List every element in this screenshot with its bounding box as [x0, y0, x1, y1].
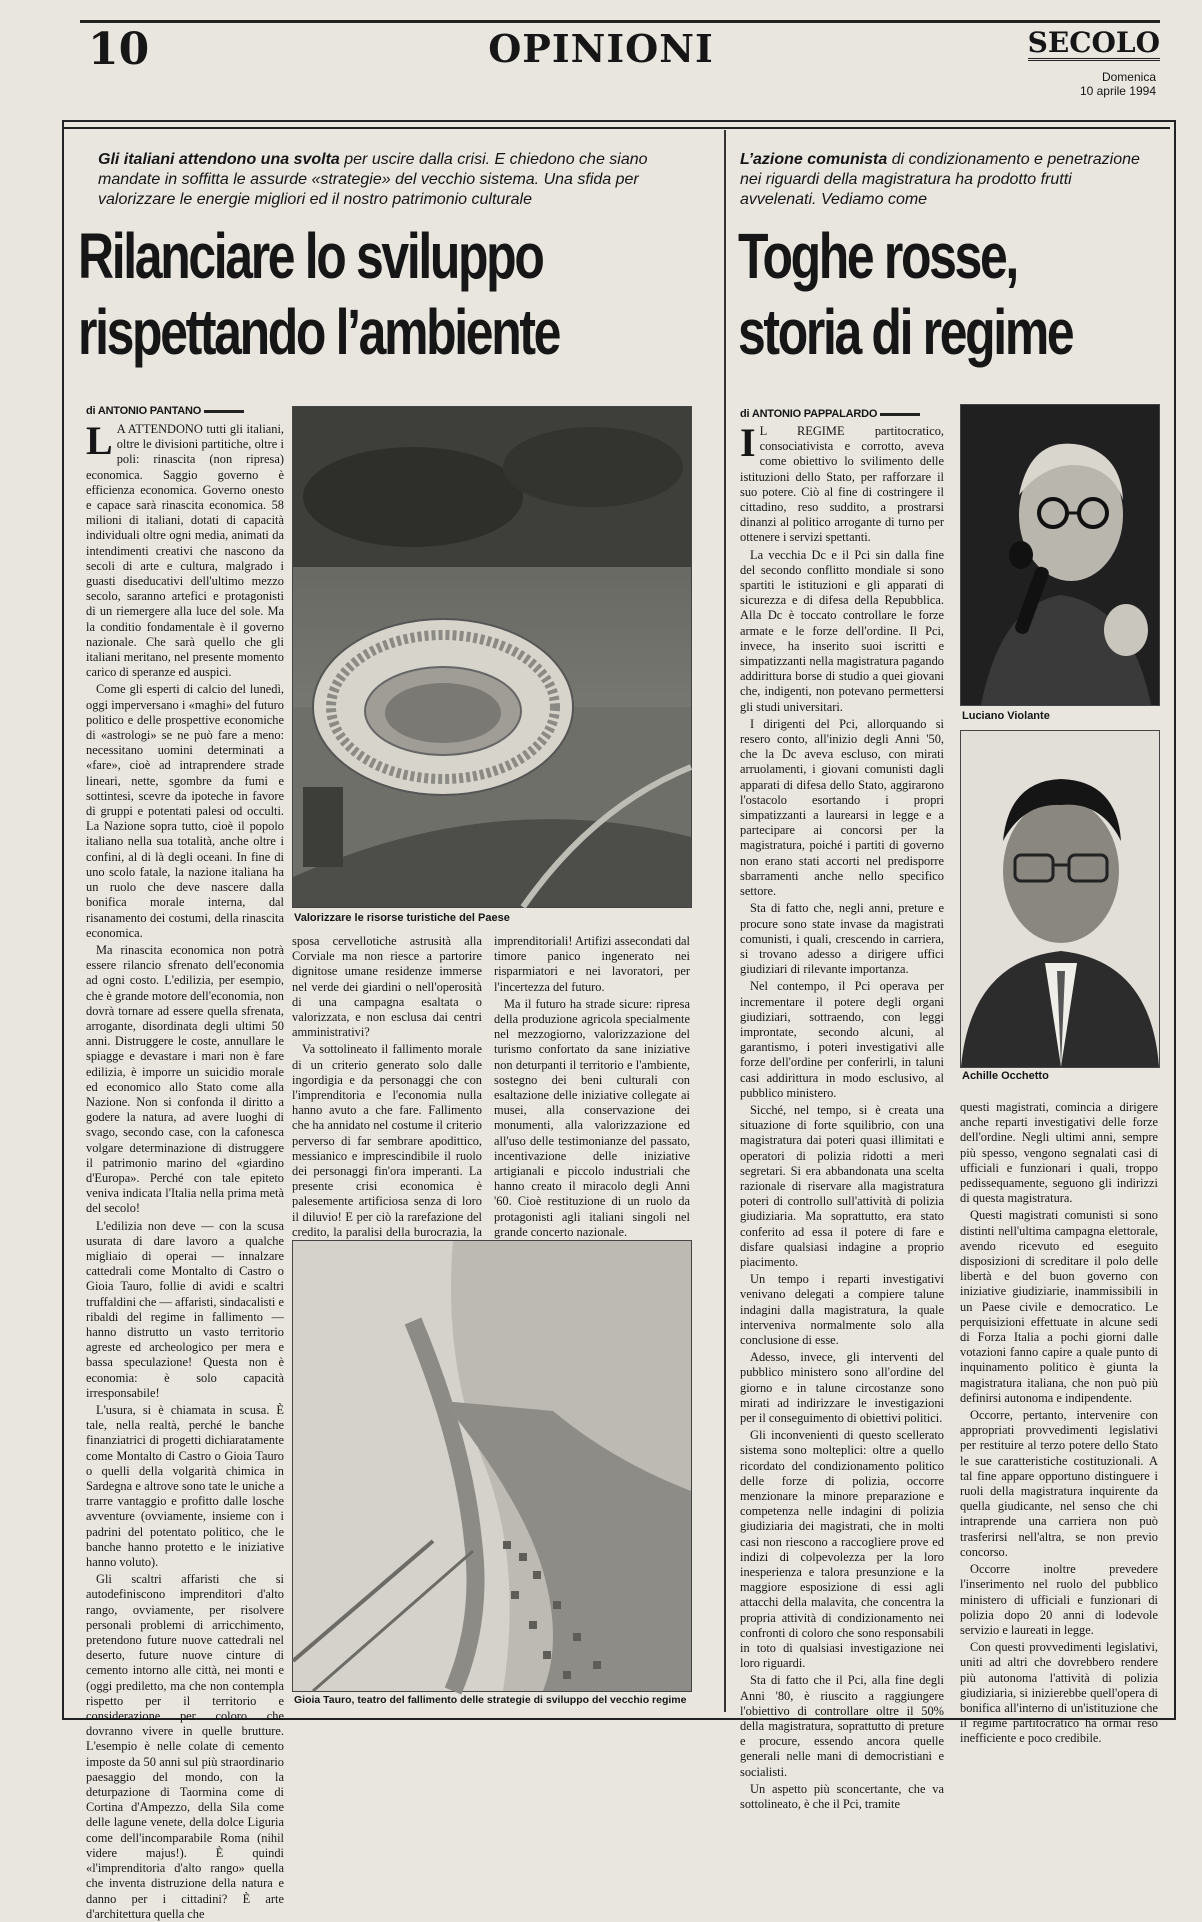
left-col3-para: Ma il futuro ha strade sicure: ripresa della produzione agricola specialmente nel mezzogiorno, valorizzazione del turismo confortato da sane iniziative non deturpanti il territorio e l'ambiente, sostegno dei beni culturali con esaltazione delle iniziative collegate ai musei, alla conservazione dei monumenti, alla valorizzazione ed all'uso delle testimonianze del passato, incentivazione delle iniziative artigianali e piccolo industriali che hanno creato il miracolo degli Anni '60. Cioè restituzione di un ruolo da protagonisti agli italiani singoli nel grande concerto nazionale.	[494, 996, 690, 1239]
right-col2-para: Con questi provvedimenti legislativi, uniti ad altri che dovrebbero rendere più autonoma l'attività di polizia giudiziaria, si inizierebbe quell'opera di bonifica all'interno di un'istituzione che il regime partitocratico ha ormai reso inefficiente e poco credibile.	[960, 1640, 1158, 1746]
dateline-date: 10 aprile 1994	[1079, 84, 1156, 98]
left-col1-para: L'usura, si è chiamata in scusa. È tale, nella realtà, perché le banche finanziatrici di progetti dichiaratamente come Montalto di Castro o Gioia Tauro o quelli della volgarità chimica in Sardegna e altrove sono tate le uniche a trarre vantaggio e profitto dalle losche avventure (ovviamente, insieme con i padrini del potentato politico, che le banche hanno protetto e le iniziative hanno voluto).	[86, 1403, 284, 1570]
left-col2-para: Va sottolineato il fallimento morale di un criterio generato solo dalle ingordigia e da personaggi che con l'imprenditoria e l'economia nulla hanno avuto a che fare. Fallimento che ha annidato nel costume il criterio perverso di far sembrare apodittico, messianico e imprescindibile il ruolo dei personaggi fin'ora imperanti. La presente crisi economica è palesemente artificiosa senza di loro il diluvio! E per ciò la rarefazione del credito, la paralisi della burocrazia, la	[292, 1042, 482, 1239]
right-col1-para: Gli inconvenienti di questo scellerato sistema sono molteplici: oltre a quello ricordato del condizionamento politico delle forze di polizia, occorre menzionare la minore preparazione e competenza nelle indagini di polizia giudiziaria dei magistrati, che in molti casi non riescono a raccogliere prove ed indizi di colpevolezza per la loro inesperienza e talora presunzione e la maggiore esposizione di essi agli attacchi della malavita, che concentra la propria attività di condizionamento nei confronti di coloro che sono responsabili in toto di qualsiasi investigazione nei loro riguardi.	[740, 1428, 944, 1671]
occhetto-caption: Achille Occhetto	[962, 1070, 1049, 1082]
right-col1-para: L REGIME partitocratico, consociativista e corrotto, aveva come obiettivo lo svilimento delle istituzioni dello Stato, per rafforzare il suo potere. Ciò al fine di costringere il cittadino, reso suddito, a prostrarsi dinanzi al politico arrogante di turno per ottenere i servizi spettanti.	[740, 424, 944, 545]
right-col1-para: Sicché, nel tempo, si è creata una situazione di forte squilibrio, con una magistratura dai poteri quasi illimitati e operatori di polizia ridotti a meri segretari. Si era abbandonata una scelta razionale di riservare alla magistratura poteri di controllo sull'attività di polizia giudiziaria. Ma soprattutto, era stato conferito ad essa il potere di fare e disfare qualsiasi indagine a proprio piacimento.	[740, 1102, 944, 1269]
occhetto-photo	[960, 730, 1160, 1068]
right-col2-para: questi magistrati, comincia a dirigere anche reparti investigativi delle forze dell'ordine. Negli ultimi anni, sempre più spesso, vengono segnalati casi di ufficiali e funzionari i quali, troppo pedissequamente, seguono gli indirizzi di questa magistratura.	[960, 1100, 1158, 1206]
right-col2-para: Questi magistrati comunisti si sono distinti nell'ultima campagna elettorale, avendo ricevuto ed eseguito disposizioni di screditare il polo delle libertà e del buon governo con iniziative giudiziarie, inammissibili in un Paese civile e democratico. Le perquisizioni effettuate in alcune sedi di Forza Italia a pochi giorni dalle votazioni fanno capire a quale punto di inquinamento politico è giunta la magistratura italiana, che non può più definirsi autonoma e indipendente.	[960, 1208, 1158, 1405]
dateline	[1080, 70, 1156, 98]
right-col1-para: Un aspetto più sconcertante, che va sottolineato, è che il Pci, tramite	[740, 1781, 944, 1812]
right-headline-line2: storia di regime	[738, 296, 1073, 368]
frame-top-rule	[64, 127, 1170, 129]
left-col3-para: imprenditoriali! Artifizi assecondati dal timore panico ingenerato nei risparmiatori e nei lavoratori, per l'incertezza del futuro.	[494, 934, 690, 994]
left-headline-line2: rispettando l’ambiente	[78, 296, 560, 368]
left-byline: di ANTONIO PANTANO	[86, 405, 244, 417]
portrait-occhetto-image	[961, 731, 1159, 1067]
portrait-violante-image	[961, 405, 1159, 705]
left-kicker-bold: Gli italiani attendono una svolta	[98, 151, 340, 168]
right-kicker-text: di condizionamento e penetrazione nei riguardi della magistratura ha prodotto frutti avvelenati. Vediamo come	[740, 151, 1140, 208]
section-title: OPINIONI	[488, 26, 714, 71]
right-kicker	[740, 150, 1140, 210]
right-column-1	[740, 420, 944, 1812]
left-column-2	[292, 934, 482, 1239]
right-byline: di ANTONIO PAPPALARDO	[740, 408, 920, 420]
left-kicker-text: per uscire dalla crisi. E chiedono che siano mandate in soffitta le assurde «strategie» del vecchio sistema. Una sfida per valorizzare le energie migliori ed il nostro patrimonio culturale	[98, 151, 648, 208]
right-kicker-bold: L’azione comunista	[740, 151, 888, 168]
right-col2-para: Occorre inoltre prevedere l'inserimento nel ruolo del pubblico ministero di ufficiali e funzionari di polizia dopo 20 anni di lodevole servizio e laureati in legge.	[960, 1562, 1158, 1637]
violante-photo	[960, 404, 1160, 706]
gioia-tauro-caption: Gioia Tauro, teatro del fallimento delle strategie di sviluppo del vecchio regime	[294, 1694, 687, 1706]
colosseum-photo	[292, 406, 692, 908]
right-col1-para: Un tempo i reparti investigativi venivano delegati a compiere talune indagini dalla magistratura, la quale interveniva normalmente solo alla conclusione di esse.	[740, 1272, 944, 1347]
gioia-tauro-photo	[292, 1240, 692, 1692]
left-col1-para: Gli scaltri affaristi che si autodefiniscono imprenditori d'alto rango, ovviamente, per risolvere personali problemi di arricchimento, pretendono future nuove cattedrali nel deserto, future nuove cinture di cemento intorno alle città, nei monti e (oggi prediletto, ma che non contempla rispetto per il territorio e considerazione per coloro che dovranno vivere in quelle brutture. L'esempio è nelle colate di cemento imposte da 50 anni sul più straordinario paesaggio del mondo, con la deturpazione di Taormina come di Cortina d'Ampezzo, della Sila come delle lagune venete, della dolce Liguria come dell'incomparabile Roma (nihil videre majus!). È quindi «l'imprenditoria d'alto rango» quella che inventa distruzione della natura e danno per i cittadini? È arte d'architettura quella che	[86, 1572, 284, 1921]
colosseum-aerial-image	[293, 407, 691, 907]
left-column-1	[86, 418, 284, 1921]
right-col1-para: I dirigenti del Pci, allorquando si resero conto, all'inizio degli Anni '50, che la Dc aveva escluso, con mirati arruolamenti, i giovani comunisti dagli apparati di difesa dello Stato, aggirarono l'ostacolo esortando i propri simpatizzanti a laurearsi in legge e a partecipare ai concorsi per la magistratura, poiché i partiti di governo non erano stati accorti nel predisporre sbarramenti anche nello specifico settore.	[740, 716, 944, 899]
colosseum-caption: Valorizzare le risorse turistiche del Paese	[294, 912, 510, 924]
dateline-day: Domenica	[1101, 70, 1156, 84]
header-rule	[80, 20, 1160, 23]
page-number: 10	[88, 24, 150, 75]
right-col1-para: Sta di fatto che il Pci, alla fine degli Anni '80, è riuscito a raggiungere l'obiettivo di controllare oltre il 50% della magistratura, soprattutto di preture e procure, essendo ancora quelle generali nelle mani di democristiani e socialisti.	[740, 1673, 944, 1779]
right-column-2	[960, 1100, 1158, 1746]
left-dropcap: L	[86, 418, 113, 463]
right-col1-para: Sta di fatto che, negli anni, preture e procure sono state invase da magistrati comunisti, i quali, crescendo in carriera, si trovano adesso a dirigere uffici giudiziari di rilevante importanza.	[740, 901, 944, 977]
left-col2-para: sposa cervellotiche astrusità alla Corviale ma non riesce a partorire dignitose umane residenze immerse nel verde dei giardini o nell'operosità di una campagna esaltata o valorizzata, e non esclusa dai centri amministrativi?	[292, 934, 482, 1040]
left-kicker	[98, 150, 698, 210]
left-headline-line1: Rilanciare lo sviluppo	[78, 220, 543, 292]
left-col1-para: A ATTENDONO tutti gli italiani, oltre le divisioni partitiche, oltre i poli: rinascita (non ripresa) economica. Saggio governo è efficienza economica. Governo onesto e capace sarà rinascita economica. 58 milioni di italiani, dotati di capacità individuali oltre ogni media, animati da intendimenti creativi che nascono da secoli di arte e cultura, malgrado i guasti diseducativi dell'ultimo mezzo secolo, saranno artefici e protagonisti di un riemergere alla luce del sole. Ma la conditio fondamentale è il governo nazionale. Che sarà quello che gli italiani meritano, nel presente momento carico di speranze ed auspici.	[86, 422, 284, 680]
left-col1-para: L'edilizia non deve — con la scusa usurata di dare lavoro a qualche migliaio di operai — innalzare cattedrali come Montalto di Castro o Gioia Tauro, follie di avidi e scaltri truffaldini che — affaristi, sindacalisti e ribaldi del regime in fallimento — hanno distrutto un vasto territorio agreste ed archeologico per mera e bassa speculazione! Questa non è economia: è solo capacità irresponsabile!	[86, 1218, 284, 1400]
right-col2-para: Occorre, pertanto, intervenire con appropriati provvedimenti legislativi per restituire al terzo potere dello Stato le sue caratteristiche costituzionali. A tal fine appare opportuno distinguere i ruoli della magistratura inquirente da quella giudicante, nel senso che chi intraprende una carriera non può trasferirsi nell'altra, se non previo concorso.	[960, 1408, 1158, 1559]
coastline-aerial-image	[293, 1241, 691, 1691]
left-col1-para: Ma rinascita economica non potrà essere rilancio sfrenato dell'economia ad ogni costo. L'edilizia, per esempio, che è grande motore dell'economia, non dovrà tornare ad essere quella sfrenata, arrogante, disordinata degli ultimi 50 anni. Distruggere le coste, annullare le spiagge e devastare i mari non è fare edilizia, è imporre un suicidio morale ed economico allo Stato come alla Nazione. Non si confonda il diritto a godere la natura, ad avere luoghi di svago, secondo case, con la cafonesca volgare determinazione di distruggere il patrimonio marino del «giardino d'Europa». Perché con tale epiteto veniva indicata l'Italia nella prima metà del secolo!	[86, 942, 284, 1216]
left-col1-para: Come gli esperti di calcio del lunedì, oggi imperversano i «maghi» del futuro politico e delle prospettive economiche di «astrologi» se ne può fare a meno: necessitano uomini determinati a «fare», cioè ad intraprendere strade lineari, nette, sgombre da fumi e sottintesi, scevre da ipoteche in favore di gruppi e potentati palesi od occulti. La Nazione sopra tutto, cioè il popolo italiano nella sua totalità, anche oltre i confini, al di là degli oceani. In fine di uno scolo fatale, la nazione italiana ha un ruolo che deve nascere dalla bonifica morale interna, dal risanamento dei costumi, della rinascita economica.	[86, 682, 284, 940]
article-divider	[724, 130, 726, 1712]
masthead: SECOLO	[1027, 26, 1160, 59]
right-col1-para: La vecchia Dc e il Pci sin dalla fine del secondo conflitto mondiale si sono spartiti le istituzioni e gli apparati di sicurezza e di difesa della Repubblica. Alla Dc è toccato controllare le forze armate e le forze dell'ordine. Il Pci, invece, ha inserito suoi iscritti e simpatizzanti nella magistratura pagando addirittura borse di studio a quei giovani che, indigenti, non potevano permettersi gli studi universitari.	[740, 547, 944, 714]
left-column-3	[494, 934, 690, 1239]
right-dropcap: I	[740, 420, 756, 465]
violante-caption: Luciano Violante	[962, 710, 1050, 722]
right-col1-para: Adesso, invece, gli interventi del pubblico ministero sono all'ordine del giorno e in talune circostanze sono mirati ad indirizzare le investigazioni per il conseguimento di obiettivi politici.	[740, 1350, 944, 1425]
right-col1-para: Nel contempo, il Pci operava per incrementare il potere degli organi giudiziari, sottraendo, con leggi improntate, secondo alcuni, al garantismo, i poteri investigativi alle forze dell'ordine per conferirli, in taluni casi addirittura in modo esclusivo, al pubblico ministero.	[740, 979, 944, 1100]
right-headline-line1: Toghe rosse,	[738, 220, 1017, 292]
